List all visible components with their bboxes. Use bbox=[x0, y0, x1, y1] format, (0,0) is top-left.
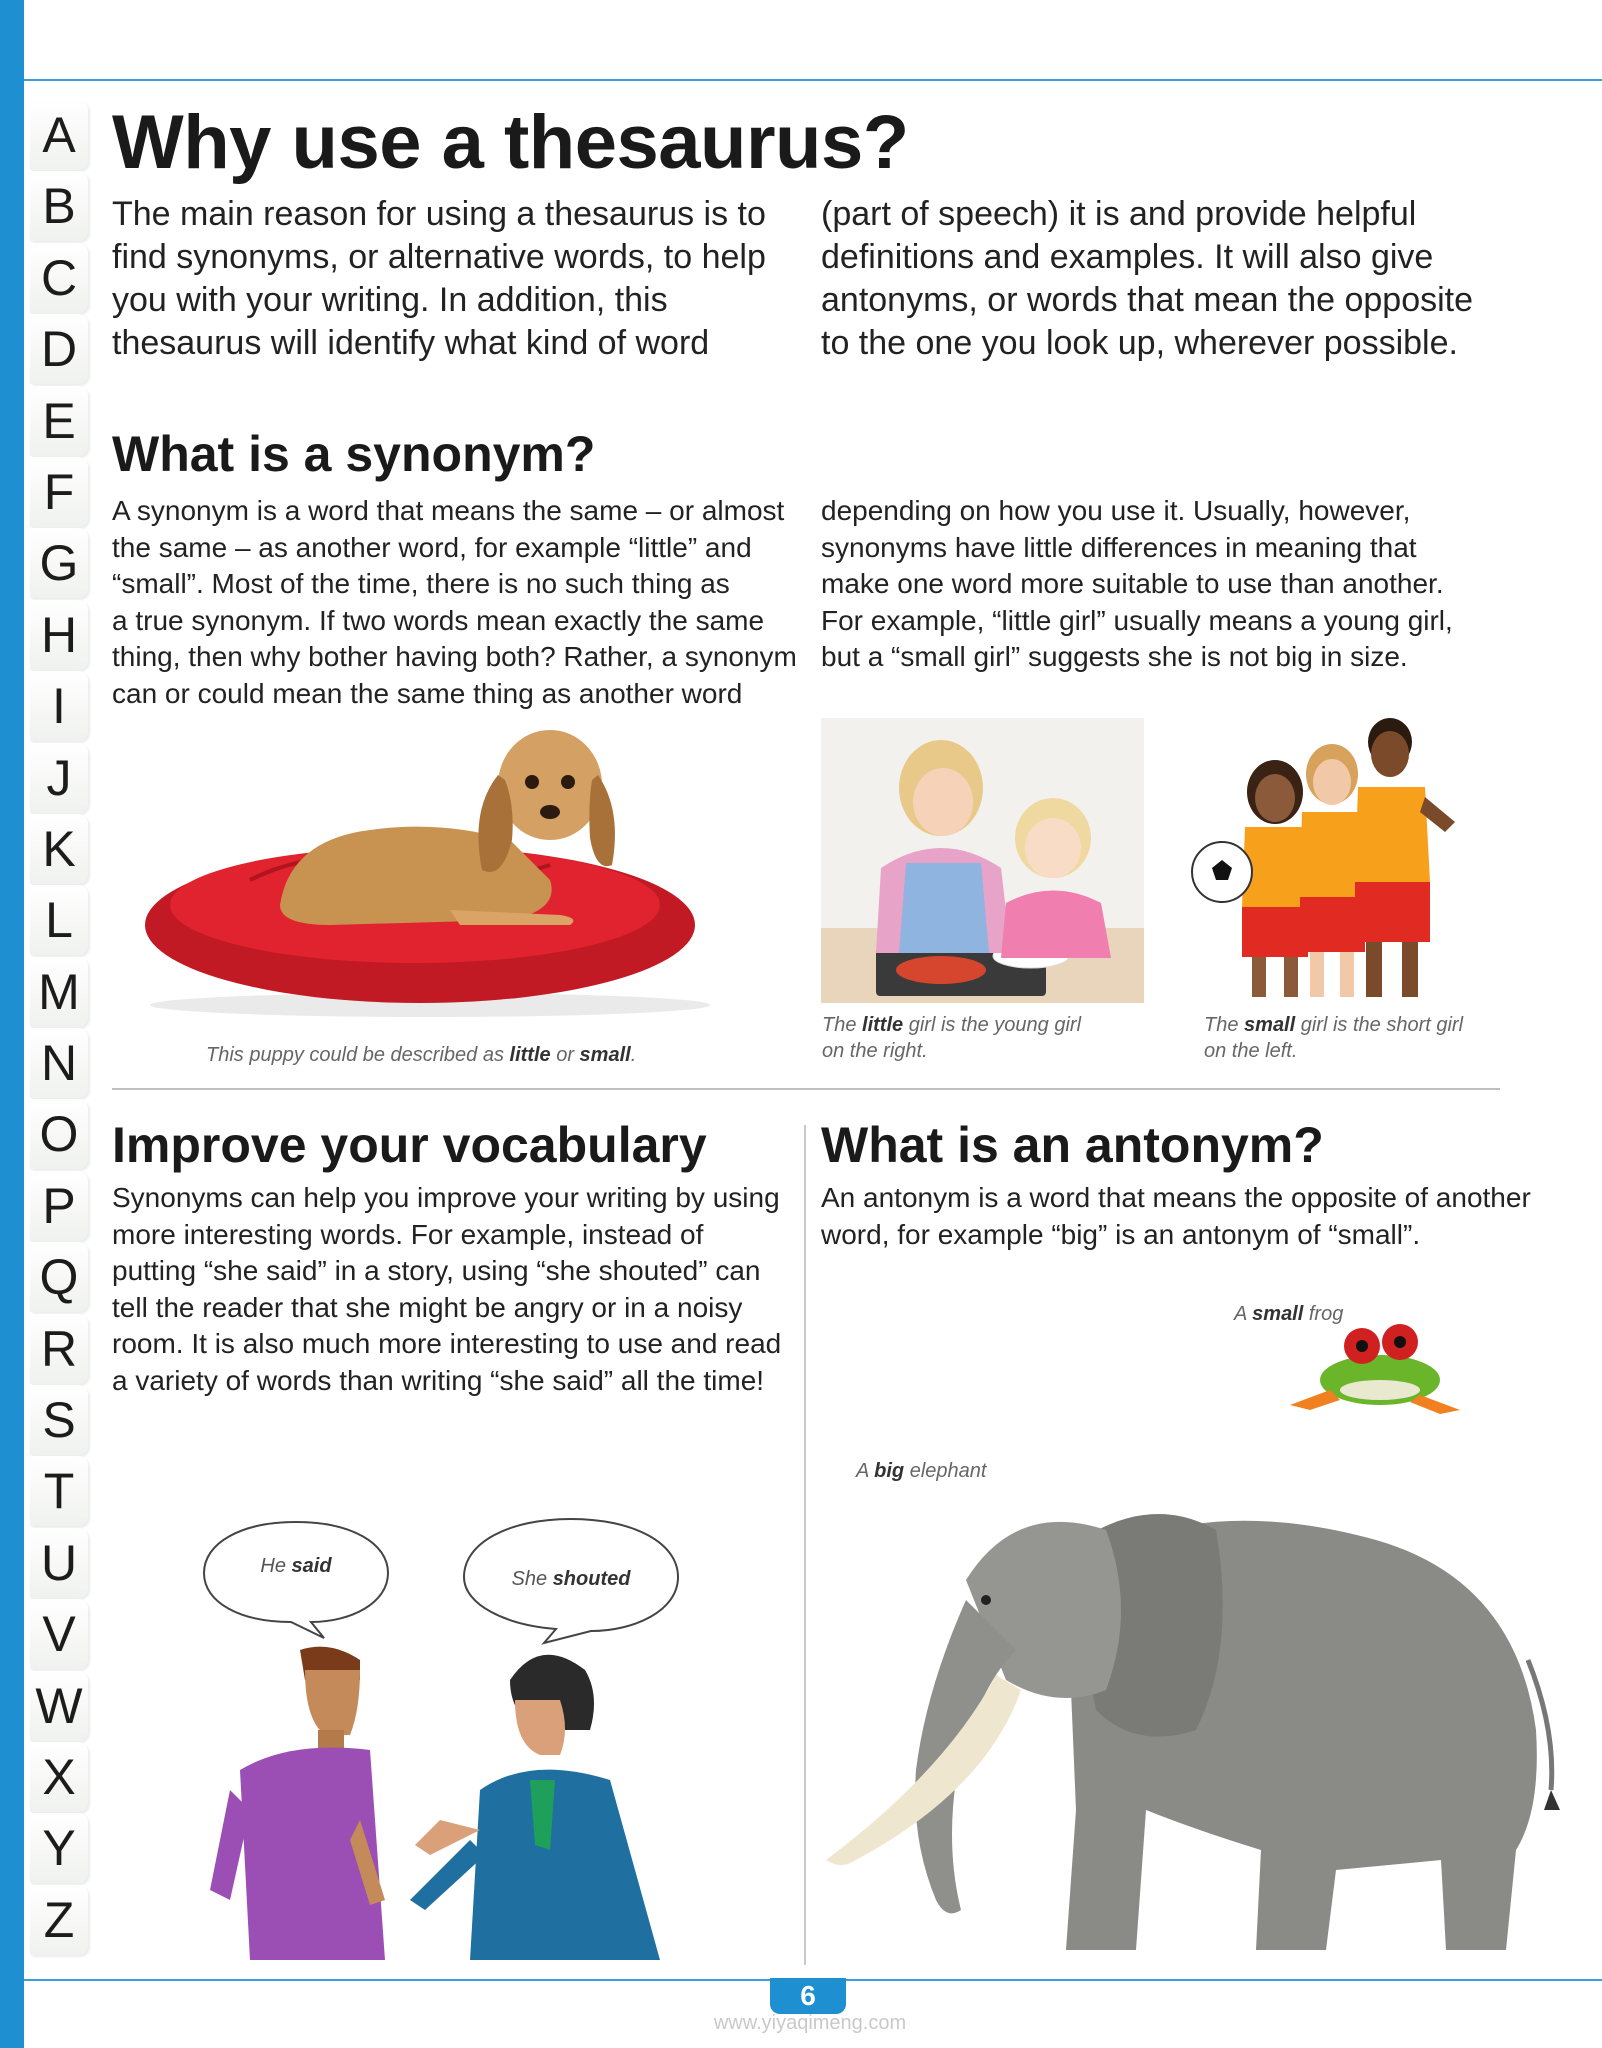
woman-jacket bbox=[470, 1770, 660, 1960]
older-girl-face bbox=[913, 768, 973, 836]
synonym-line: synonyms have little differences in meaning that bbox=[821, 531, 1417, 563]
puppy-head bbox=[498, 730, 602, 840]
alpha-tab-s[interactable]: S bbox=[30, 1385, 88, 1455]
section-divider bbox=[112, 1088, 1500, 1090]
vocabulary-line: more interesting words. For example, instead of bbox=[112, 1218, 704, 1250]
synonym-right-text bbox=[821, 493, 1521, 676]
speech-bubble-he-text: He said bbox=[260, 1555, 332, 1577]
intro-right bbox=[821, 193, 1521, 365]
alphabet-tabs bbox=[30, 100, 90, 1956]
elephant-caption: A big elephant bbox=[856, 1460, 987, 1482]
puppy-ear-right bbox=[589, 775, 615, 866]
woman-face bbox=[515, 1700, 565, 1755]
alpha-tab-p[interactable]: P bbox=[30, 1171, 88, 1241]
little-girl-caption: The little girl is the young girl on the right. bbox=[822, 1014, 1082, 1062]
alpha-tab-o[interactable]: O bbox=[30, 1099, 88, 1169]
synonym-line: a true synonym. If two words mean exactly the same bbox=[112, 604, 765, 636]
vocabulary-heading: Improve your vocabulary bbox=[112, 1117, 707, 1173]
alpha-tab-a[interactable]: A bbox=[30, 100, 88, 170]
alpha-tab-d[interactable]: D bbox=[30, 314, 88, 384]
vocabulary-line: room. It is also much more interesting to use and read bbox=[112, 1328, 782, 1360]
intro-line: (part of speech) it is and provide helpful bbox=[821, 195, 1417, 233]
watermark: www.yiyaqimeng.com bbox=[713, 2012, 907, 2034]
alpha-tab-k[interactable]: K bbox=[30, 814, 88, 884]
antonym-line: An antonym is a word that means the opposite of another bbox=[821, 1182, 1531, 1213]
alpha-tab-w[interactable]: W bbox=[30, 1671, 88, 1741]
alpha-tab-g[interactable]: G bbox=[30, 528, 88, 598]
alpha-tab-y[interactable]: Y bbox=[30, 1813, 88, 1883]
synonym-line: but a “small girl” suggests she is not big in size. bbox=[821, 641, 1408, 673]
alpha-tab-m[interactable]: M bbox=[30, 957, 88, 1027]
top-rule bbox=[24, 79, 1602, 81]
pizza bbox=[896, 956, 986, 984]
puppy-caption: This puppy could be described as little or small. bbox=[206, 1044, 637, 1066]
alpha-tab-v[interactable]: V bbox=[30, 1599, 88, 1669]
man-face bbox=[305, 1670, 360, 1735]
puppy-on-cushion-image bbox=[130, 720, 730, 1020]
alpha-tab-h[interactable]: H bbox=[30, 600, 88, 670]
girls-cooking-image bbox=[821, 718, 1144, 1003]
alpha-tab-i[interactable]: I bbox=[30, 671, 88, 741]
speech-bubble-he bbox=[196, 1518, 396, 1643]
alpha-tab-q[interactable]: Q bbox=[30, 1242, 88, 1312]
intro-line: The main reason for using a thesaurus is to bbox=[112, 195, 766, 233]
older-girl-apron bbox=[899, 863, 989, 953]
man-and-woman-illustration bbox=[210, 1640, 670, 1960]
younger-girl-face bbox=[1025, 818, 1081, 878]
synonym-line: A synonym is a word that means the same – or almost bbox=[112, 495, 785, 526]
antonym-line: word, for example “big” is an antonym of “small”. bbox=[821, 1218, 1421, 1250]
vocabulary-line: a variety of words than writing “she said” all the time! bbox=[112, 1364, 765, 1396]
intro-line: find synonyms, or alternative words, to help bbox=[112, 238, 766, 276]
intro-line: antonyms, or words that mean the opposite bbox=[821, 281, 1474, 319]
small-girl-caption: The small girl is the short girl on the left. bbox=[1204, 1014, 1464, 1062]
big-elephant-image bbox=[816, 1430, 1576, 1965]
alpha-tab-x[interactable]: X bbox=[30, 1742, 88, 1812]
intro-line: thesaurus will identify what kind of word bbox=[112, 324, 710, 362]
alpha-tab-t[interactable]: T bbox=[30, 1456, 88, 1526]
left-accent-bar bbox=[0, 0, 24, 2048]
alpha-tab-r[interactable]: R bbox=[30, 1314, 88, 1384]
frog-caption: A small frog bbox=[1234, 1303, 1344, 1325]
page-title: Why use a thesaurus? bbox=[112, 100, 909, 185]
soccer-kids-image bbox=[1180, 712, 1500, 1012]
synonym-line: thing, then why bother having both? Rather, a synonym bbox=[112, 641, 797, 673]
intro-line: to the one you look up, wherever possible. bbox=[821, 324, 1458, 362]
small-frog-image bbox=[1270, 1310, 1470, 1420]
column-divider bbox=[804, 1125, 806, 1965]
vocabulary-line: putting “she said” in a story, using “she shouted” can bbox=[112, 1255, 761, 1287]
alpha-tab-u[interactable]: U bbox=[30, 1528, 88, 1598]
alpha-tab-z[interactable]: Z bbox=[30, 1885, 88, 1955]
synonym-line: “small”. Most of the time, there is no such thing as bbox=[112, 568, 730, 600]
synonym-heading: What is a synonym? bbox=[112, 426, 596, 482]
alpha-tab-l[interactable]: L bbox=[30, 885, 88, 955]
antonym-heading: What is an antonym? bbox=[821, 1117, 1324, 1173]
synonym-line: make one word more suitable to use than another. bbox=[821, 568, 1444, 600]
alpha-tab-c[interactable]: C bbox=[30, 243, 88, 313]
alpha-tab-b[interactable]: B bbox=[30, 171, 88, 241]
alpha-tab-n[interactable]: N bbox=[30, 1028, 88, 1098]
vocabulary-line: Synonyms can help you improve your writing by using bbox=[112, 1182, 780, 1213]
antonym-text bbox=[821, 1180, 1561, 1253]
speech-bubble-she-text: She shouted bbox=[511, 1568, 631, 1590]
alpha-tab-f[interactable]: F bbox=[30, 457, 88, 527]
synonym-line: the same – as another word, for example “little” and bbox=[112, 531, 752, 563]
synonym-left-text bbox=[112, 493, 812, 713]
page-number: 6 bbox=[770, 1978, 846, 2014]
younger-girl-shirt bbox=[1001, 891, 1111, 959]
kid3-shirt bbox=[1355, 787, 1430, 882]
synonym-line: depending on how you use it. Usually, however, bbox=[821, 495, 1411, 526]
synonym-line: can or could mean the same thing as another word bbox=[112, 677, 743, 709]
intro-line: you with your writing. In addition, this bbox=[112, 281, 668, 319]
vocabulary-line: tell the reader that she might be angry or in a noisy bbox=[112, 1291, 743, 1323]
vocabulary-text bbox=[112, 1180, 802, 1400]
intro-left bbox=[112, 193, 812, 365]
alpha-tab-j[interactable]: J bbox=[30, 743, 88, 813]
intro-line: definitions and examples. It will also give bbox=[821, 238, 1434, 276]
synonym-line: For example, “little girl” usually means a young girl, bbox=[821, 604, 1453, 636]
alpha-tab-e[interactable]: E bbox=[30, 386, 88, 456]
